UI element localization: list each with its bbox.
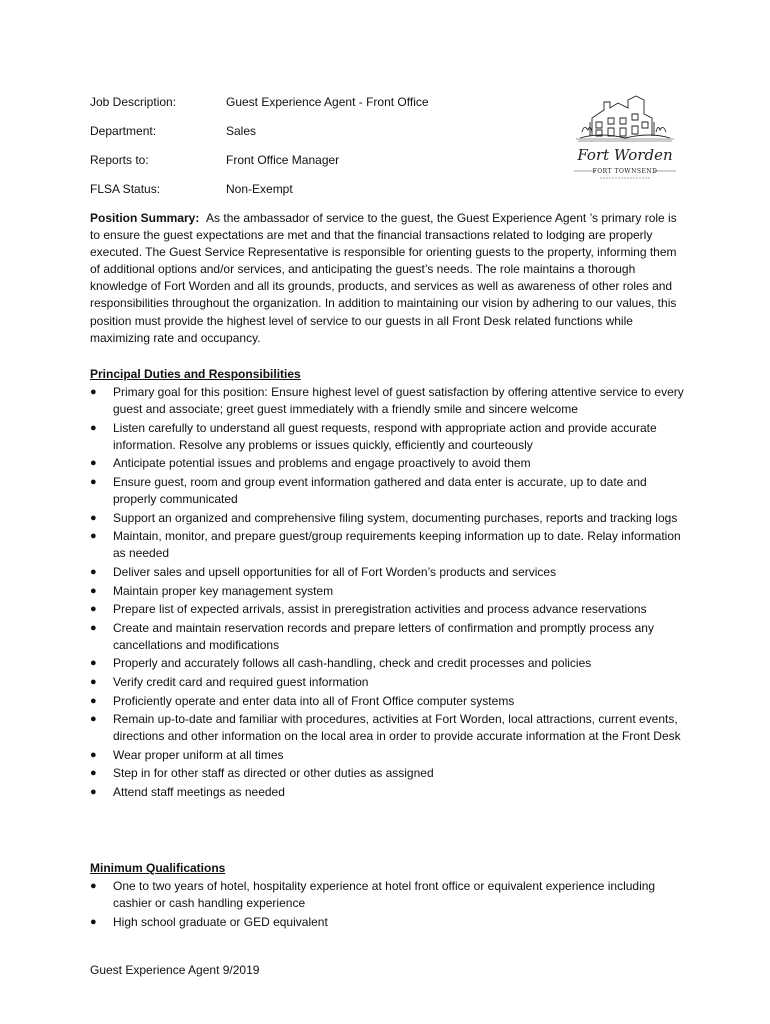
list-item — [90, 564, 686, 581]
meta-value: Guest Experience Agent - Front Office — [226, 95, 429, 109]
list-item-text: Wear proper uniform at all times — [113, 747, 284, 762]
bullet-icon: ● — [90, 748, 97, 761]
bullet-icon: ● — [90, 786, 97, 799]
list-item-text: Proficiently operate and enter data into all of Front Office computer systems — [113, 693, 515, 708]
list-item — [90, 601, 686, 618]
qualifications-heading: Minimum Qualifications — [90, 861, 226, 875]
meta-label: Job Description: — [90, 95, 177, 109]
bullet-icon: ● — [90, 694, 97, 707]
list-item-text: Anticipate potential issues and problems and engage proactively to avoid them — [113, 456, 531, 471]
fort-worden-logo — [570, 92, 680, 184]
list-item-text: Verify credit card and required guest information — [113, 675, 369, 689]
meta-label: FLSA Status: — [90, 182, 161, 196]
meta-flsa-status — [90, 181, 429, 210]
bullet-icon: ● — [90, 880, 97, 892]
list-item-text: Support an organized and comprehensive filing system, documenting purchases, reports and tracking logs — [113, 510, 678, 525]
list-item — [90, 674, 686, 691]
list-item-text: Maintain, monitor, and prepare guest/group requirements keeping information up to date. Relay information as needed — [113, 529, 681, 561]
list-item — [90, 474, 686, 508]
summary-text: As the ambassador of service to the guest, the Guest Experience Agent ’s primary role is to ensure the guest expectations are met and that the financial transactions related to lodging are properly executed. The Guest Service Representative is responsible for orienting guests to the property, informing them of additional options and/or services, and anticipating the guest’s needs. The role maintains a thorough knowledge of Fort Worden and all its grounds, products, and services as well as awareness of other roles and responsibilities throughout the organization. In addition to maintaining our vision by adhering to our values, this position must provide the highest level of service to our guests in all Front Desk related functions while maximizing rate and occupancy. — [90, 211, 677, 345]
meta-reports-to — [90, 152, 429, 181]
list-item — [90, 583, 686, 600]
list-item-text: Ensure guest, room and group event information gathered and data enter is accurate, up to date and properly communicated — [113, 474, 647, 507]
list-item-text: One to two years of hotel, hospitality experience at hotel front office or equivalent experience including cashier or cash handling experience — [113, 879, 656, 911]
list-item-text: Create and maintain reservation records and prepare letters of confirmation and promptly process any cancellations and modifications — [113, 620, 654, 652]
list-item-text: Remain up-to-date and familiar with procedures, activities at Fort Worden, local attractions, current events, directions and other information on the local area in order to provide accurate information at the Front Desk — [113, 712, 681, 744]
bullet-icon: ● — [90, 421, 97, 434]
list-item — [90, 747, 686, 764]
bullet-icon: ● — [90, 621, 97, 634]
list-item-text: Listen carefully to understand all guest requests, respond with appropriate action and provide accurate information. Resolve any problems or issues quickly, efficiently and courteously — [113, 420, 657, 452]
bullet-icon: ● — [90, 584, 97, 597]
list-item-text: Prepare list of expected arrivals, assist in preregistration activities and process advance reservations — [113, 602, 647, 617]
list-item — [90, 784, 686, 801]
page-footer: Guest Experience Agent 9/2019 — [90, 963, 260, 977]
list-item — [90, 711, 686, 745]
qualifications-list — [90, 878, 686, 932]
logo-name: Fort Worden — [577, 146, 673, 164]
list-item — [90, 878, 686, 912]
job-meta — [90, 94, 429, 210]
meta-value: Non-Exempt — [226, 182, 293, 196]
list-item — [90, 455, 686, 472]
duties-heading: Principal Duties and Responsibilities — [90, 367, 301, 381]
list-item — [90, 620, 686, 654]
bullet-icon: ● — [90, 603, 97, 616]
meta-value: Sales — [226, 124, 257, 138]
bullet-icon: ● — [90, 565, 97, 578]
bullet-icon: ● — [90, 915, 97, 928]
list-item-text: Maintain proper key management system — [113, 583, 334, 598]
meta-label: Department: — [90, 124, 157, 138]
list-item — [90, 693, 686, 710]
list-item — [90, 914, 686, 931]
bullet-icon: ● — [90, 676, 97, 688]
bullet-icon: ● — [90, 511, 97, 524]
list-item — [90, 420, 686, 454]
bullet-icon: ● — [90, 767, 97, 780]
bullet-icon: ● — [90, 386, 97, 398]
meta-label: Reports to: — [90, 153, 149, 167]
list-item — [90, 528, 686, 562]
list-item-text: Step in for other staff as directed or other duties as assigned — [113, 766, 434, 781]
logo-sub: FORT TOWNSEND — [592, 168, 658, 175]
list-item — [90, 510, 686, 527]
duties-list — [90, 384, 686, 803]
list-item-text: Properly and accurately follows all cash-handling, check and credit processes and policies — [113, 656, 592, 671]
list-item — [90, 655, 686, 672]
position-summary — [90, 210, 686, 347]
bullet-icon: ● — [90, 713, 97, 726]
list-item — [90, 765, 686, 782]
list-item-text: Attend staff meetings as needed — [113, 785, 285, 800]
bullet-icon: ● — [90, 530, 97, 543]
bullet-icon: ● — [90, 475, 97, 488]
meta-job-description — [90, 94, 429, 123]
list-item-text: High school graduate or GED equivalent — [113, 914, 328, 929]
list-item-text: Primary goal for this position: Ensure highest level of guest satisfaction by offering attentive service to every guest and associate; greet guest immediately with a friendly smile and sincere welcome — [113, 385, 684, 417]
bullet-icon: ● — [90, 657, 97, 670]
meta-department — [90, 123, 429, 152]
bullet-icon: ● — [90, 457, 97, 470]
list-item-text: Deliver sales and upsell opportunities for all of Fort Worden’s products and services — [113, 564, 557, 579]
meta-value: Front Office Manager — [226, 153, 340, 167]
list-item — [90, 384, 686, 418]
summary-label: Position Summary: — [90, 211, 200, 225]
